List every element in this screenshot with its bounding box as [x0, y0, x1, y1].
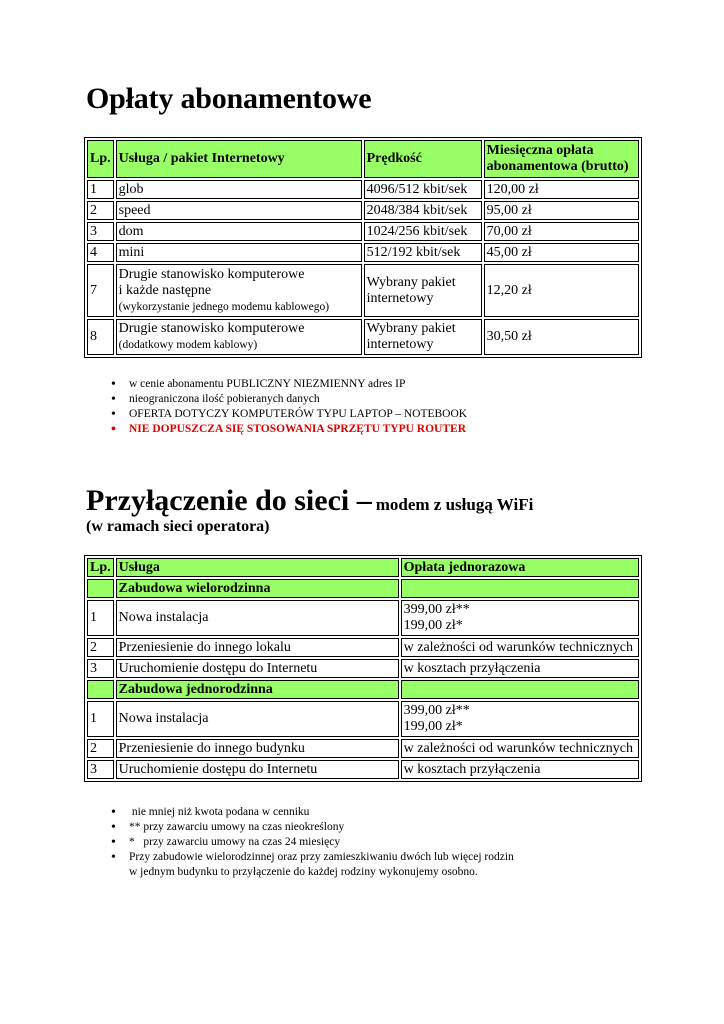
group-header-row [87, 579, 639, 598]
table-row [87, 638, 639, 657]
table-row [87, 180, 639, 199]
note-line: w jednym budynku to przyłączenie do każdej rodziny wykonujemy osobno. [129, 866, 478, 878]
cell-lp: 3 [87, 760, 114, 779]
fee-line: 199,00 zł* [403, 719, 463, 734]
table-row [87, 600, 639, 636]
cell-lp: 1 [87, 600, 114, 636]
cell-price: 95,00 zł [484, 201, 639, 220]
note-line: • Przy zabudowie wielorodzinnej oraz przy zamieszkiwaniu dwóch lub więcej rodzin [129, 851, 514, 863]
section2-title-suffix: modem z usługą WiFi [375, 495, 534, 514]
list-item: • OFERTA DOTYCZY KOMPUTERÓW TYPU LAPTOP – NOTEBOOK [107, 407, 607, 422]
fee-line: 399,00 zł** [403, 703, 470, 718]
speed-line: Wybrany pakiet [366, 274, 456, 290]
section2-subtitle: (w ramach sieci operatora) [86, 518, 270, 535]
speed-line: internetowy [366, 290, 434, 306]
connection-table [84, 555, 642, 782]
section2-title-main: Przyłączenie do sieci – [86, 484, 372, 517]
header-speed: Prędkość [364, 140, 482, 178]
cell-fee: w kosztach przyłączenia [401, 659, 639, 678]
table-row [87, 201, 639, 220]
table-header-row [87, 140, 639, 178]
cell-service: glob [116, 180, 362, 199]
table-row [87, 739, 639, 758]
table-row [87, 659, 639, 678]
group-header-row [87, 680, 639, 699]
cell-service: speed [116, 201, 362, 220]
subscription-notes [107, 377, 607, 437]
table-row [87, 243, 639, 262]
cell-price: 45,00 zł [484, 243, 639, 262]
connection-notes [107, 805, 627, 880]
cell-speed: 2048/384 kbit/sek [364, 201, 482, 220]
fee-line: 399,00 zł** [403, 602, 470, 617]
list-item: • * przy zawarciu umowy na czas 24 miesięcy [107, 835, 627, 850]
speed-line: internetowy [366, 337, 434, 352]
table-row [87, 319, 639, 355]
cell-service: Uruchomienie dostępu do Internetu [116, 760, 399, 779]
cell-speed: 1024/256 kbit/sek [364, 222, 482, 241]
cell-service [116, 264, 362, 317]
cell-service: Uruchomienie dostępu do Internetu [116, 659, 399, 678]
service-line: Drugie stanowisko komputerowe [118, 266, 305, 282]
group-empty-cell [401, 579, 639, 598]
cell-service: mini [116, 243, 362, 262]
cell-lp: 1 [87, 701, 114, 737]
cell-service [116, 319, 362, 355]
cell-lp: 2 [87, 638, 114, 657]
service-line: Drugie stanowisko komputerowe [118, 321, 305, 336]
cell-lp: 3 [87, 659, 114, 678]
speed-line: Wybrany pakiet [366, 321, 456, 336]
service-note: (dodatkowy modem kablowy) [118, 339, 258, 351]
list-item: • ** przy zawarciu umowy na czas nieokreślony [107, 820, 627, 835]
cell-fee: w zależności od warunków technicznych [401, 739, 639, 758]
table-row [87, 701, 639, 737]
group-empty-cell [87, 579, 114, 598]
service-line: i każde następne [118, 282, 212, 298]
header-service: Usługa / pakiet Internetowy [116, 140, 362, 178]
cell-fee [401, 600, 639, 636]
group-label: Zabudowa jednorodzinna [116, 680, 399, 699]
cell-lp: 1 [87, 180, 114, 199]
cell-fee: w kosztach przyłączenia [401, 760, 639, 779]
list-item [107, 850, 627, 880]
cell-fee [401, 701, 639, 737]
cell-fee: w zależności od warunków technicznych [401, 638, 639, 657]
cell-service: Nowa instalacja [116, 701, 399, 737]
section1-title: Opłaty abonamentowe [86, 82, 372, 115]
header-service: Usługa [116, 558, 399, 577]
cell-price: 30,50 zł [484, 319, 639, 355]
cell-lp: 7 [87, 264, 114, 317]
cell-price: 70,00 zł [484, 222, 639, 241]
cell-lp: 8 [87, 319, 114, 355]
router-warning: • NIE DOPUSZCZA SIĘ STOSOWANIA SPRZĘTU TYPU ROUTER [107, 422, 607, 437]
table-row [87, 222, 639, 241]
subscription-table [84, 137, 642, 358]
service-note: (wykorzystanie jednego modemu kablowego) [118, 300, 330, 313]
cell-price: 120,00 zł [484, 180, 639, 199]
cell-service: dom [116, 222, 362, 241]
table-header-row [87, 558, 639, 577]
cell-service: Przeniesienie do innego lokalu [116, 638, 399, 657]
header-lp: Lp. [87, 558, 114, 577]
cell-lp: 2 [87, 739, 114, 758]
list-item: • w cenie abonamentu PUBLICZNY NIEZMIENNY adres IP [107, 377, 607, 392]
cell-speed [364, 264, 482, 317]
cell-service: Nowa instalacja [116, 600, 399, 636]
cell-lp: 2 [87, 201, 114, 220]
group-label: Zabudowa wielorodzinna [116, 579, 399, 598]
cell-service: Przeniesienie do innego budynku [116, 739, 399, 758]
group-empty-cell [87, 680, 114, 699]
cell-speed: 4096/512 kbit/sek [364, 180, 482, 199]
group-empty-cell [401, 680, 639, 699]
fee-line: 199,00 zł* [403, 618, 463, 633]
cell-speed [364, 319, 482, 355]
header-monthly-fee: Miesięczna opłata abonamentowa (brutto) [484, 140, 639, 178]
header-lp: Lp. [87, 140, 114, 178]
list-item: • nieograniczona ilość pobieranych danych [107, 392, 607, 407]
table-row [87, 760, 639, 779]
table-row [87, 264, 639, 317]
cell-price: 12,20 zł [484, 264, 639, 317]
section2-title [86, 484, 533, 518]
header-one-time-fee: Opłata jednorazowa [401, 558, 639, 577]
cell-lp: 4 [87, 243, 114, 262]
cell-speed: 512/192 kbit/sek [364, 243, 482, 262]
list-item: • nie mniej niż kwota podana w cenniku [107, 805, 627, 820]
cell-lp: 3 [87, 222, 114, 241]
